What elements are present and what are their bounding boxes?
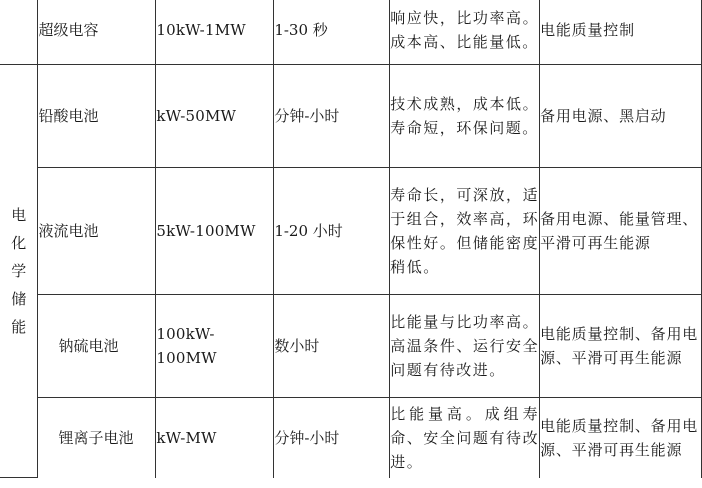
category-cell-blank [0, 0, 38, 65]
features-cell: 比能量高。成组寿命、安全问题有待改进。 [390, 398, 540, 478]
power-range-cell: 100kW-100MW [156, 295, 274, 398]
application-cell: 电能质量控制、备用电源、平滑可再生能源 [540, 295, 702, 398]
table-row [0, 0, 702, 65]
discharge-time-cell: 1-20 小时 [274, 168, 390, 295]
table-row [0, 168, 702, 295]
category-char: 学 [11, 262, 27, 280]
application-cell: 备用电源、能量管理、平滑可再生能源 [540, 168, 702, 295]
power-range-cell: 10kW-1MW [156, 0, 274, 65]
category-char: 化 [11, 234, 27, 252]
category-char: 能 [11, 318, 27, 336]
features-cell: 寿命长，可深放，适于组合，效率高，环保性好。但储能密度稍低。 [390, 168, 540, 295]
tech-name-cell: 液流电池 [38, 168, 156, 295]
discharge-time-cell: 分钟-小时 [274, 398, 390, 478]
application-cell: 备用电源、黑启动 [540, 65, 702, 168]
features-cell: 响应快，比功率高。成本高、比能量低。 [390, 0, 540, 65]
features-cell: 比能量与比功率高。高温条件、运行安全问题有待改进。 [390, 295, 540, 398]
application-cell: 电能质量控制 [540, 0, 702, 65]
power-range-cell: kW-50MW [156, 65, 274, 168]
tech-name-cell: 钠硫电池 [38, 295, 156, 398]
power-range-cell: 5kW-100MW [156, 168, 274, 295]
tech-name-cell: 锂离子电池 [38, 398, 156, 478]
category-cell [0, 65, 38, 478]
tech-name-cell: 超级电容 [38, 0, 156, 65]
tech-name-cell: 铅酸电池 [38, 65, 156, 168]
category-label [11, 201, 26, 341]
features-cell: 技术成熟，成本低。寿命短，环保问题。 [390, 65, 540, 168]
table-row [0, 65, 702, 168]
discharge-time-cell: 分钟-小时 [274, 65, 390, 168]
application-cell: 电能质量控制、备用电源、平滑可再生能源 [540, 398, 702, 478]
discharge-time-cell: 1-30 秒 [274, 0, 390, 65]
discharge-time-cell: 数小时 [274, 295, 390, 398]
category-char: 储 [11, 290, 27, 308]
power-range-cell: kW-MW [156, 398, 274, 478]
category-char: 电 [11, 206, 27, 224]
table-row [0, 398, 702, 478]
table-row [0, 295, 702, 398]
